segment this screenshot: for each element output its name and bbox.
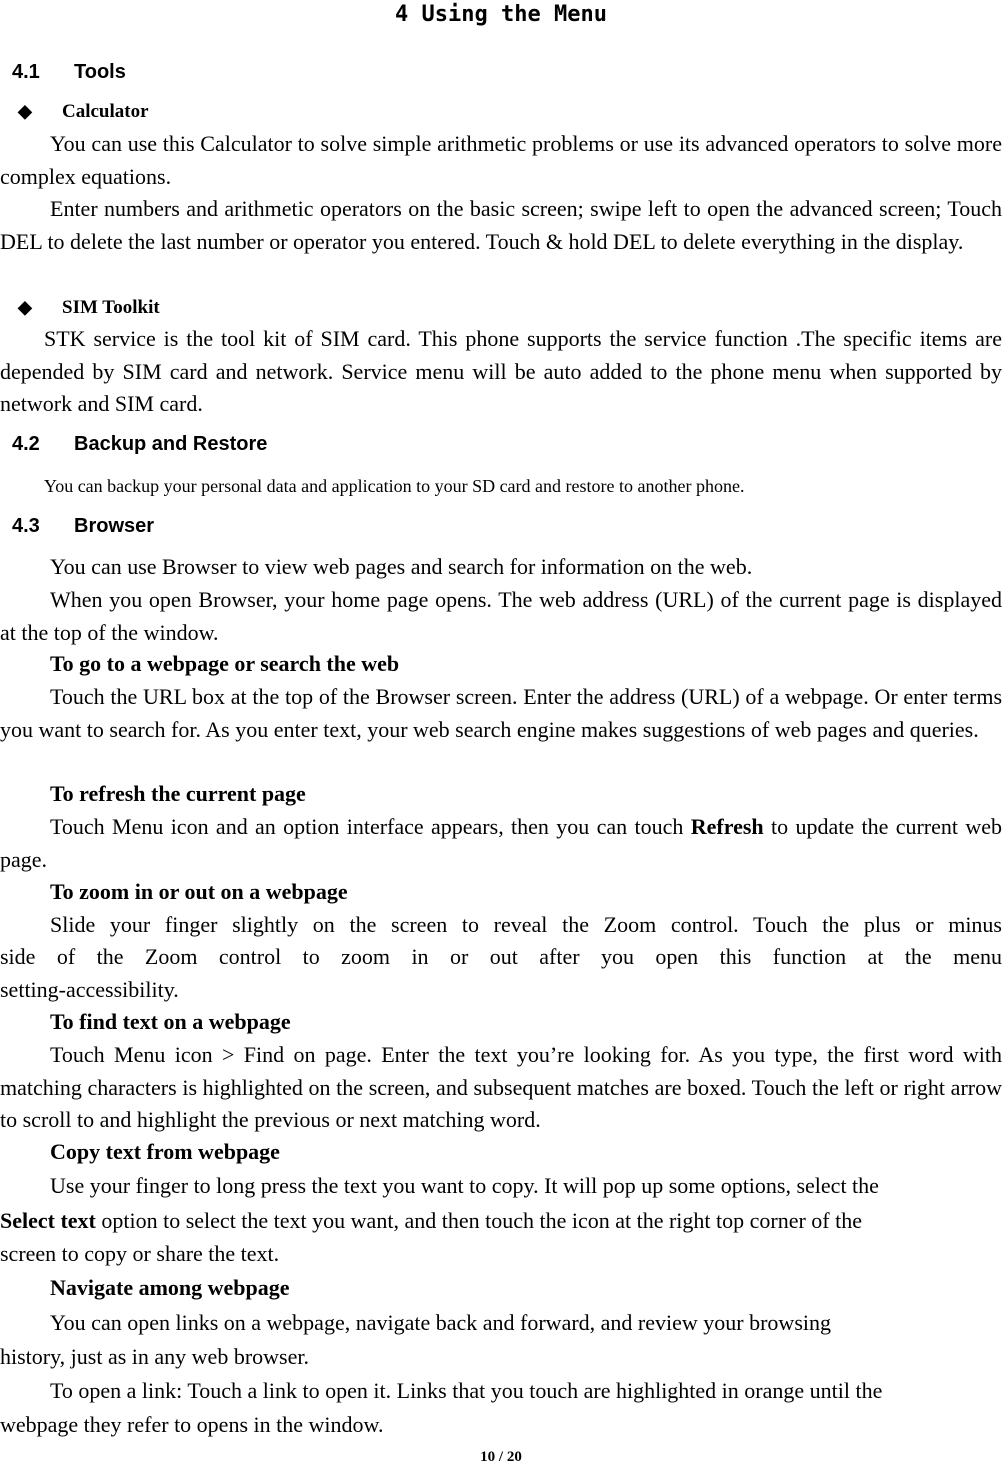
refresh-keyword: Refresh bbox=[690, 814, 764, 839]
calculator-paragraph-2: Enter numbers and arithmetic operators on the basic screen; swipe left to open the advanced screen; Touch DEL to delete the last number or operator you entered. Touch & hold DEL to delete everything in the display. bbox=[0, 196, 1002, 254]
select-text-keyword: Select text bbox=[0, 1208, 96, 1233]
section-heading-tools bbox=[12, 59, 126, 85]
page-number: 10 / 20 bbox=[480, 1449, 522, 1465]
backup-paragraph: You can backup your personal data and application to your SD card and restore to another phone. bbox=[44, 476, 745, 496]
open-link-line-1: To open a link: Touch a link to open it. Links that you touch are highlighted in orange until the bbox=[50, 1378, 883, 1403]
open-link-line-2: webpage they refer to opens in the window. bbox=[0, 1412, 384, 1437]
go-webpage-paragraph: Touch the URL box at the top of the Browser screen. Enter the address (URL) of a webpage. Or enter terms you want to search for. As you enter text, your web search engine makes suggestions of web pages and queries. bbox=[0, 684, 1002, 742]
chapter-title: 4 Using the Menu bbox=[395, 2, 607, 27]
section-title: Backup and Restore bbox=[74, 433, 268, 455]
refresh-heading: To refresh the current page bbox=[50, 781, 306, 806]
section-heading-browser bbox=[12, 513, 154, 539]
zoom-line-1: Slide your finger slightly on the screen to reveal the Zoom control. Touch the plus or minus bbox=[50, 912, 1002, 937]
section-number: 4.2 bbox=[12, 433, 40, 455]
navigate-heading: Navigate among webpage bbox=[50, 1275, 290, 1300]
subsection-title: Calculator bbox=[62, 101, 149, 122]
go-webpage-heading: To go to a webpage or search the web bbox=[50, 651, 400, 676]
section-number: 4.3 bbox=[12, 515, 40, 537]
section-title: Tools bbox=[74, 61, 126, 83]
subsection-sim-toolkit bbox=[18, 295, 160, 320]
sim-toolkit-paragraph: STK service is the tool kit of SIM card. This phone supports the service function .The specific items are depended by SIM card and network. Service menu will be auto added to the phone menu when supported by network and SIM card. bbox=[0, 326, 1002, 416]
diamond-bullet-icon: ◆ bbox=[18, 101, 32, 121]
calculator-paragraph-1: You can use this Calculator to solve simple arithmetic problems or use its advanced operators to solve more complex equations. bbox=[0, 131, 1002, 189]
diamond-bullet-icon: ◆ bbox=[18, 297, 32, 317]
zoom-line-2: side of the Zoom control to zoom in or out after you open this function at the menu bbox=[0, 944, 1002, 969]
copy-line-1: Use your finger to long press the text you want to copy. It will pop up some options, select the bbox=[50, 1173, 879, 1198]
subsection-title: SIM Toolkit bbox=[62, 297, 160, 318]
browser-paragraph-2: When you open Browser, your home page opens. The web address (URL) of the current page is displayed at the top of the window. bbox=[0, 587, 1002, 645]
section-heading-backup bbox=[12, 431, 267, 457]
subsection-calculator bbox=[18, 99, 149, 124]
copy-line-2: Select text option to select the text you want, and then touch the icon at the right top corner of the bbox=[0, 1208, 863, 1233]
navigate-line-2: history, just as in any web browser. bbox=[0, 1344, 309, 1369]
zoom-heading: To zoom in or out on a webpage bbox=[50, 879, 348, 904]
refresh-paragraph: Touch Menu icon and an option interface appears, then you can touch Refresh to update the current web page. bbox=[0, 814, 1002, 872]
copy-heading: Copy text from webpage bbox=[50, 1139, 280, 1164]
find-heading: To find text on a webpage bbox=[50, 1009, 291, 1034]
find-paragraph: Touch Menu icon > Find on page. Enter the text you’re looking for. As you type, the first word with matching characters is highlighted on the screen, and subsequent matches are boxed. Touch the left or right arrow to scroll to and highlight the previous or next matching word. bbox=[0, 1042, 1002, 1132]
browser-paragraph-1: You can use Browser to view web pages and search for information on the web. bbox=[50, 554, 753, 579]
copy-line-3: screen to copy or share the text. bbox=[0, 1241, 280, 1266]
zoom-line-3: setting-accessibility. bbox=[0, 977, 179, 1002]
section-title: Browser bbox=[74, 515, 155, 537]
section-number: 4.1 bbox=[12, 61, 40, 83]
navigate-line-1: You can open links on a webpage, navigate back and forward, and review your browsing bbox=[50, 1310, 831, 1335]
